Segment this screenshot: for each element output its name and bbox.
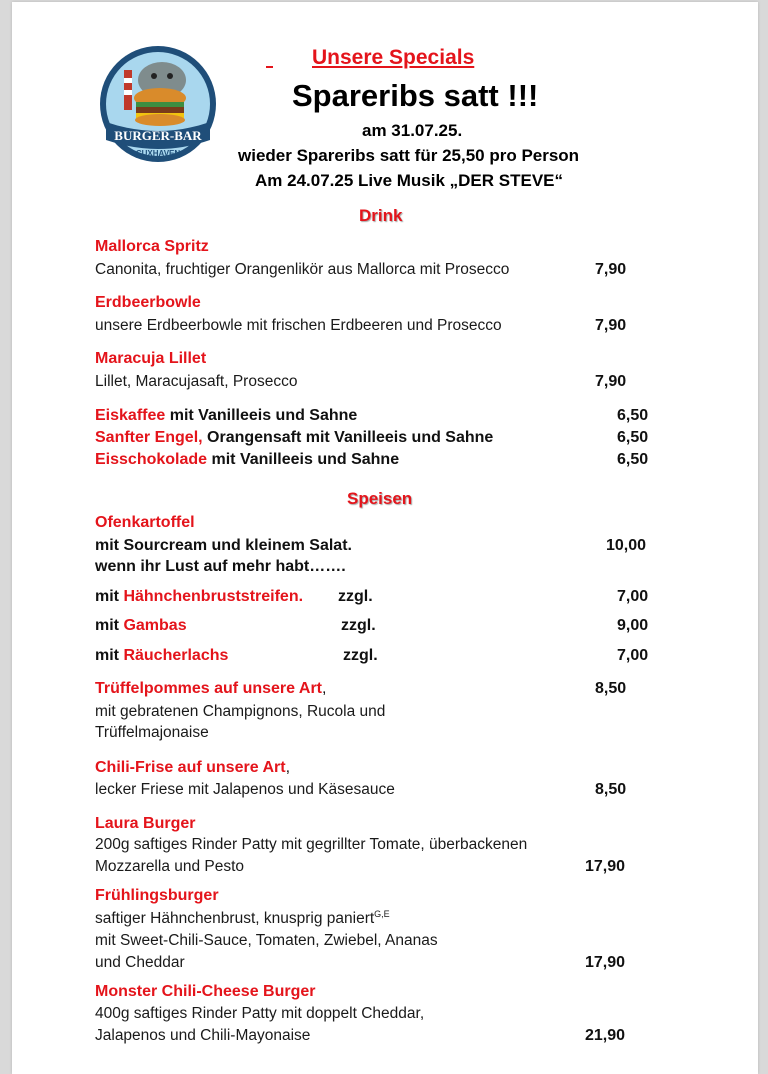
fruehling-desc-1 xyxy=(95,909,390,928)
ofenkartoffel-line1: mit Sourcream und kleinem Salat. xyxy=(95,537,352,554)
chili-price: 8,50 xyxy=(595,781,627,798)
drink-item-price: 7,90 xyxy=(595,373,627,390)
fruehling-desc-2: mit Sweet-Chili-Sauce, Tomaten, Zwiebel, Ananas xyxy=(95,932,438,949)
extra-zzgl: zzgl. xyxy=(343,647,378,664)
icecream-item xyxy=(95,451,399,469)
header-line-2: wieder Spareribs satt für 25,50 pro Person xyxy=(238,146,580,165)
decorative-dash xyxy=(266,66,273,68)
speisen-section-title: Speisen xyxy=(347,489,413,508)
menu-page xyxy=(12,2,758,1074)
chili-comma: , xyxy=(285,759,291,776)
extra-name: Räucherlachs xyxy=(123,647,229,664)
fruehling-desc-1-text: saftiger Hähnchenbrust, knusprig paniert xyxy=(95,910,375,928)
logo-top-text: BURGER-BAR xyxy=(114,128,202,143)
icecream-item-name: Eiskaffee xyxy=(95,407,166,424)
ofenkartoffel-price: 10,00 xyxy=(606,537,647,554)
chili-title xyxy=(95,759,290,777)
monster-name: Monster Chili-Cheese Burger xyxy=(95,983,316,1000)
extra-price: 7,00 xyxy=(617,588,649,605)
laura-desc-2: Mozzarella und Pesto xyxy=(95,858,245,875)
ofenkartoffel-line2: wenn ihr Lust auf mehr habt……. xyxy=(95,558,346,575)
monster-price: 21,90 xyxy=(585,1027,626,1044)
header-line-1: am 31.07.25. xyxy=(362,121,463,140)
chili-desc: lecker Friese mit Jalapenos und Käsesauce xyxy=(95,781,395,798)
drink-item-name: Mallorca Spritz xyxy=(95,238,209,255)
chili-name: Chili-Frise auf unsere Art xyxy=(95,759,286,776)
trueffel-desc-2: Trüffelmajonaise xyxy=(95,724,209,741)
extra-name: Gambas xyxy=(123,617,187,634)
extra-item xyxy=(95,588,303,606)
trueffel-title xyxy=(95,680,326,698)
icecream-item xyxy=(95,407,357,425)
icecream-item-rest: Orangensaft mit Vanilleeis und Sahne xyxy=(202,429,494,446)
monster-desc-1: 400g saftiges Rinder Patty mit doppelt Cheddar, xyxy=(95,1005,425,1022)
laura-name: Laura Burger xyxy=(95,815,196,832)
drink-item-desc: Lillet, Maracujasaft, Prosecco xyxy=(95,373,298,390)
drink-item-price: 7,90 xyxy=(595,317,627,334)
trueffel-comma: , xyxy=(322,680,327,697)
extra-item xyxy=(95,617,187,635)
laura-price: 17,90 xyxy=(585,858,626,875)
main-title: Spareribs satt !!! xyxy=(292,78,539,113)
extra-prefix: mit xyxy=(95,588,124,605)
drink-item-desc: unsere Erdbeerbowle mit frischen Erdbeeren und Prosecco xyxy=(95,317,502,334)
fruehling-desc-3: und Cheddar xyxy=(95,954,185,971)
drink-item-name: Erdbeerbowle xyxy=(95,294,201,311)
icecream-item-name: Eisschokolade xyxy=(95,451,208,468)
fruehling-price: 17,90 xyxy=(585,954,626,971)
icecream-item-name: Sanfter Engel, xyxy=(95,429,203,446)
ofenkartoffel-name: Ofenkartoffel xyxy=(95,514,195,531)
drink-item-name: Maracuja Lillet xyxy=(95,350,207,367)
extra-price: 9,00 xyxy=(617,617,649,634)
allergen-sup: G,E xyxy=(374,909,390,919)
trueffel-name: Trüffelpommes auf unsere Art xyxy=(95,680,323,697)
monster-desc-2: Jalapenos und Chili-Mayonaise xyxy=(95,1027,311,1044)
icecream-item-rest: mit Vanilleeis und Sahne xyxy=(207,451,400,468)
trueffel-price: 8,50 xyxy=(595,680,627,697)
logo-bottom-text: CUXHAVEN xyxy=(135,149,181,158)
icecream-item xyxy=(95,429,493,447)
icecream-item-price: 6,50 xyxy=(617,451,649,468)
extra-prefix: mit xyxy=(95,647,124,664)
fruehling-name: Frühlingsburger xyxy=(95,887,219,904)
extra-zzgl: zzgl. xyxy=(341,617,376,634)
extra-zzgl: zzgl. xyxy=(338,588,373,605)
extra-item xyxy=(95,647,228,665)
icecream-item-price: 6,50 xyxy=(617,429,649,446)
extra-prefix: mit xyxy=(95,617,124,634)
extra-name: Hähnchenbruststreifen. xyxy=(123,588,304,605)
icecream-item-rest: mit Vanilleeis und Sahne xyxy=(165,407,358,424)
icecream-item-price: 6,50 xyxy=(617,407,649,424)
burger-bar-logo xyxy=(92,40,224,170)
drink-section-title: Drink xyxy=(359,206,403,225)
drink-item-desc: Canonita, fruchtiger Orangenlikör aus Mallorca mit Prosecco xyxy=(95,261,510,278)
trueffel-desc-1: mit gebratenen Champignons, Rucola und xyxy=(95,703,386,720)
header-line-3: Am 24.07.25 Live Musik „DER STEVE“ xyxy=(255,171,564,190)
drink-item-price: 7,90 xyxy=(595,261,627,278)
laura-desc-1: 200g saftiges Rinder Patty mit gegrillter Tomate, überbackenen xyxy=(95,836,528,853)
extra-price: 7,00 xyxy=(617,647,649,664)
specials-title: Unsere Specials xyxy=(312,46,475,69)
